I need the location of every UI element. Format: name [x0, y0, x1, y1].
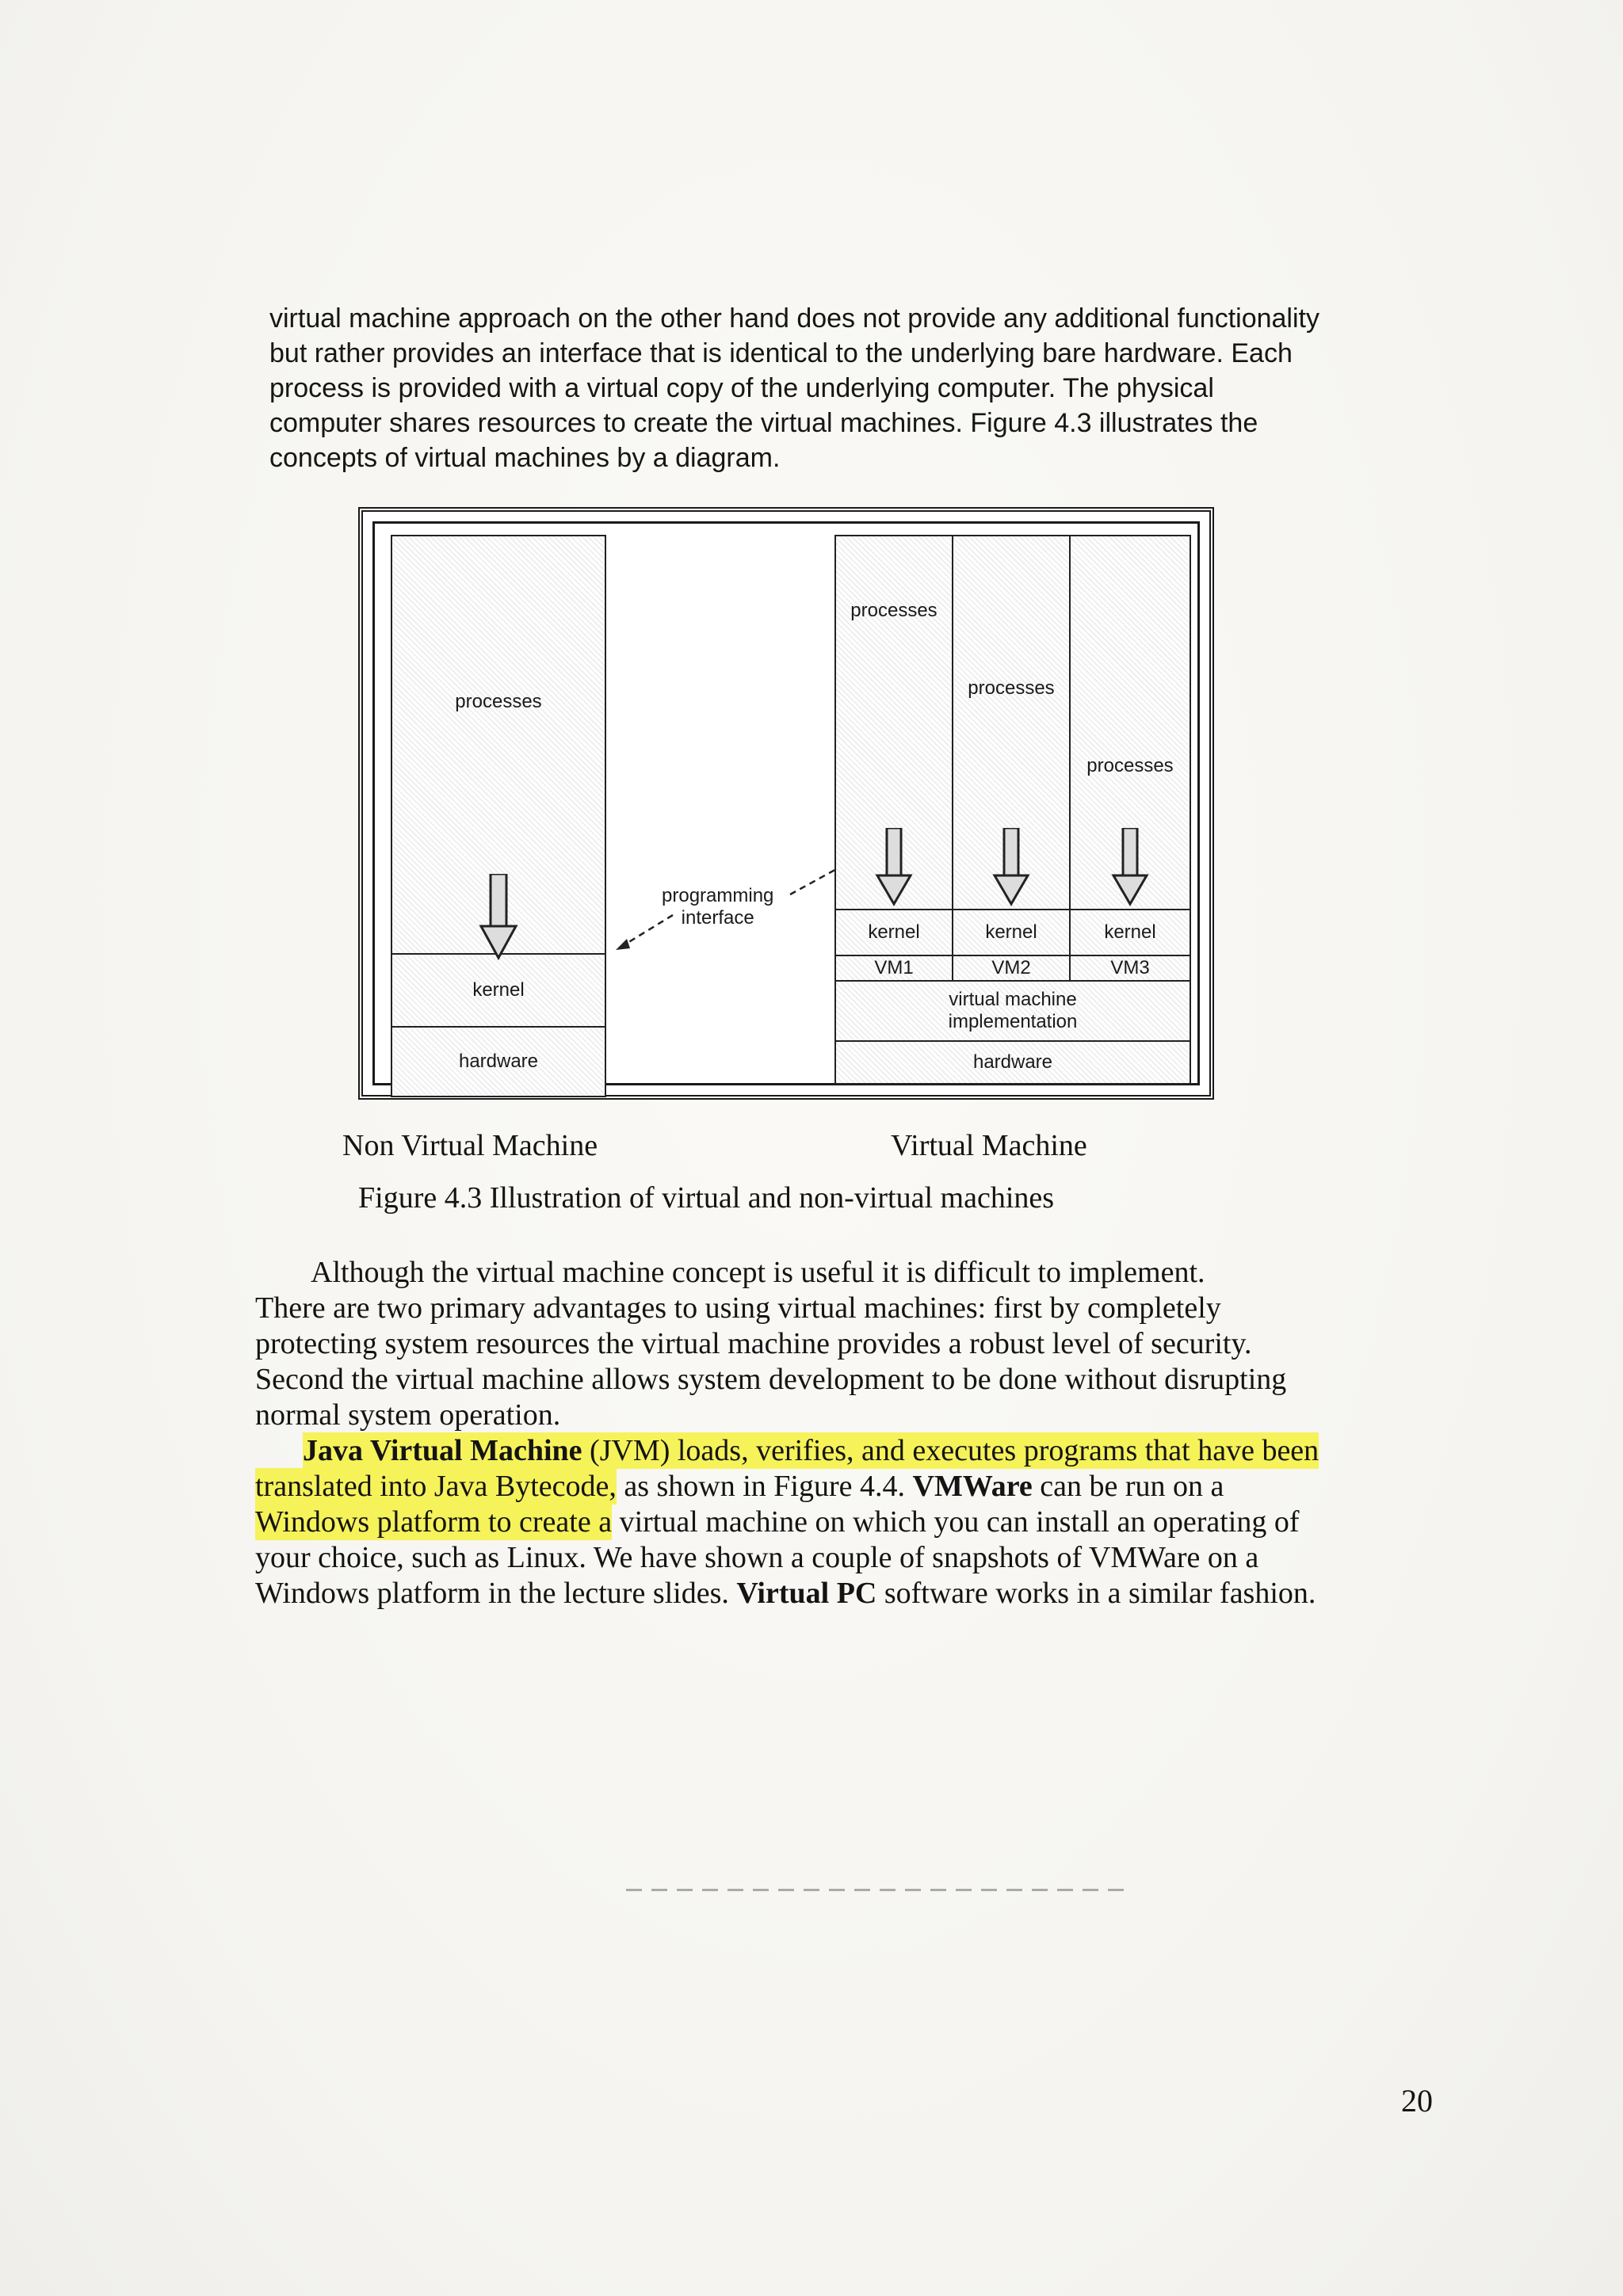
vm1-label: VM1	[874, 957, 914, 978]
vm2-kernel-box	[952, 909, 1071, 956]
text-line: There are two primary advantages to using virtual machines: first by completely	[255, 1291, 1221, 1325]
text-span: can be run on a	[1032, 1470, 1224, 1503]
vm-implementation-line2: implementation	[948, 1011, 1078, 1032]
text-line: concepts of virtual machines by a diagram.	[269, 443, 781, 473]
highlighted-text: Windows platform to create a	[255, 1505, 613, 1539]
scan-artifact-line	[626, 1889, 1125, 1891]
text-line: computer shares resources to create the virtual machines. Figure 4.3 illustrates the	[269, 408, 1258, 438]
text-line: your choice, such as Linux. We have shown a couple of snapshots of VMWare on a	[255, 1541, 1259, 1574]
highlight	[303, 1432, 1319, 1469]
vm1-kernel-label: kernel	[868, 921, 920, 943]
highlighted-text: (JVM) loads, verifies, and executes programs that have been	[582, 1434, 1319, 1467]
text-line: process is provided with a virtual copy of the underlying computer. The physical	[269, 373, 1214, 403]
text-line: normal system operation.	[255, 1398, 561, 1432]
down-arrow-icon	[476, 874, 521, 961]
text-line: Second the virtual machine allows system development to be done without disrupting	[255, 1363, 1287, 1396]
bold-term-jvm: Java Virtual Machine	[303, 1434, 582, 1467]
vm3-processes-label: processes	[1086, 755, 1174, 776]
vm3-kernel-box	[1069, 909, 1191, 956]
vm-hardware-label: hardware	[972, 1051, 1053, 1073]
vm3-kernel-label: kernel	[1104, 921, 1156, 943]
vm-hardware-box	[834, 1040, 1191, 1085]
text-line	[255, 1505, 1444, 1540]
figure-diagram	[358, 507, 1214, 1100]
vm3-label: VM3	[1110, 957, 1150, 978]
vm1-kernel-box	[834, 909, 953, 956]
figure-frame	[372, 521, 1200, 1085]
down-arrow-icon	[1110, 828, 1150, 907]
non-vm-caption: Non Virtual Machine	[342, 1129, 598, 1162]
non-vm-processes-label: processes	[455, 691, 542, 712]
vm3-box	[1069, 955, 1191, 982]
vm2-box	[952, 955, 1071, 982]
non-vm-kernel-box	[391, 953, 606, 1028]
text-line: virtual machine approach on the other hand does not provide any additional functionality	[269, 303, 1319, 334]
bold-term-virtual-pc: Virtual PC	[736, 1577, 877, 1610]
vm1-box	[834, 955, 953, 982]
text-line	[255, 1576, 1444, 1611]
programming-interface-label	[662, 885, 773, 929]
bold-term-vmware: VMWare	[912, 1470, 1033, 1503]
non-vm-hardware-box	[391, 1026, 606, 1097]
vm-caption: Virtual Machine	[891, 1129, 1087, 1162]
text-line: protecting system resources the virtual machine provides a robust level of security.	[255, 1327, 1252, 1360]
text-span: virtual machine on which you can install an operating of	[612, 1505, 1300, 1539]
interface-label: interface	[681, 907, 754, 929]
page-number: 20	[1401, 2083, 1433, 2119]
vm2-kernel-label: kernel	[985, 921, 1037, 943]
dashed-arrow-left-icon	[613, 907, 676, 955]
down-arrow-icon	[874, 828, 914, 907]
figure-caption: Figure 4.3 Illustration of virtual and non-virtual machines	[358, 1181, 1055, 1215]
non-vm-kernel-label: kernel	[472, 979, 525, 1001]
text-line	[255, 1469, 1444, 1505]
text-span: as shown in Figure 4.4.	[616, 1470, 913, 1503]
vm-implementation-line1: virtual machine	[949, 989, 1077, 1010]
text-line	[255, 1255, 1444, 1291]
text-span: Windows platform in the lecture slides.	[255, 1577, 737, 1610]
text-line-content: Although the virtual machine concept is useful it is difficult to implement.	[311, 1256, 1205, 1289]
vm2-processes-label: processes	[968, 677, 1055, 699]
highlighted-text: translated into Java Bytecode,	[255, 1470, 617, 1503]
text-line	[255, 1433, 1444, 1469]
top-paragraph	[269, 301, 1411, 475]
text-span: software works in a similar fashion.	[876, 1577, 1316, 1610]
vm-implementation-box	[834, 980, 1191, 1042]
programming-label: programming	[662, 885, 774, 906]
bottom-paragraph	[255, 1255, 1444, 1611]
non-vm-hardware-label: hardware	[458, 1051, 539, 1072]
down-arrow-icon	[991, 828, 1031, 907]
text-line: but rather provides an interface that is identical to the underlying bare hardware. Each	[269, 338, 1293, 368]
vm1-processes-label: processes	[850, 600, 938, 621]
vm2-label: VM2	[991, 957, 1031, 978]
